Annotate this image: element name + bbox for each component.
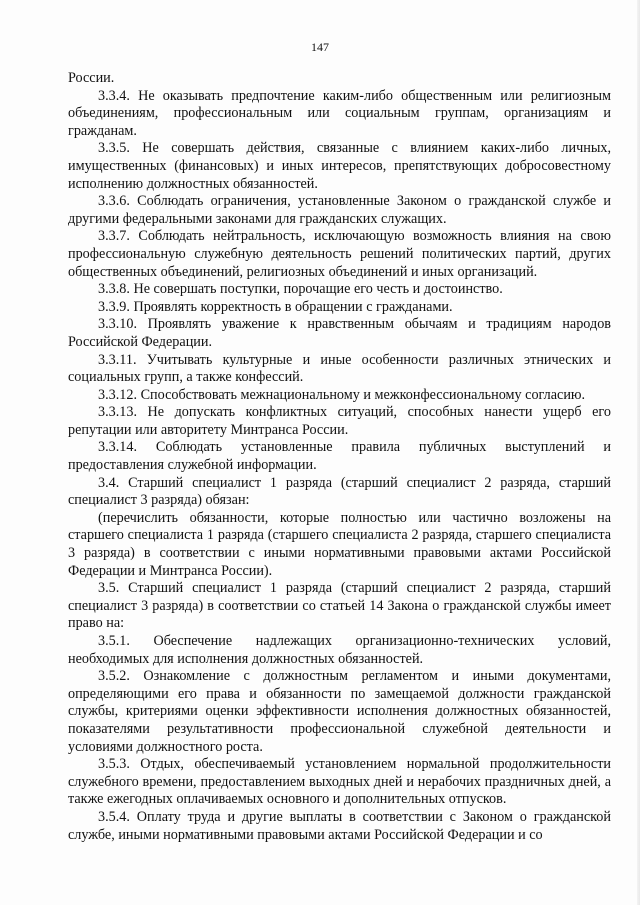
paragraph-12: 3.4. Старший специалист 1 разряда (старший специалист 2 разряда, старший специалист 3 разряда) обязан:	[68, 474, 611, 509]
paragraph-2: 3.3.5. Не совершать действия, связанные с влиянием каких-либо личных, имущественных (финансовых) и иных интересов, препятствующих добросовестному исполнению должностных обязанностей.	[68, 140, 611, 192]
paragraph-15: 3.5.1. Обеспечение надлежащих организационно-технических условий, необходимых для исполнения должностных обязанностей.	[68, 633, 611, 667]
paragraph-11: 3.3.14. Соблюдать установленные правила публичных выступлений и предоставления служебной информации.	[68, 439, 611, 474]
document-body	[68, 70, 611, 844]
paragraph-18: 3.5.4. Оплату труда и другие выплаты в соответствии с Законом о гражданской службе, иными нормативными правовыми актами Российской Федерации и со	[68, 808, 611, 843]
paragraph-16: 3.5.2. Ознакомление с должностным регламентом и иными документами, определяющими его права и обязанности по замещаемой должности гражданской службы, критериями оценки эффективности исполнения должностных обязанностей, показателями результативности профессиональной служебной деятельности и условиями должностного роста.	[68, 668, 611, 755]
paragraph-13: (перечислить обязанности, которые полностью или частично возложены на старшего специалиста 1 разряда (старшего специалиста 2 разряда, старшего специалиста 3 разряда) в соответствии с иными нормативными правовыми актами Российской Федерации и Минтранса России).	[68, 509, 611, 579]
paragraph-8: 3.3.11. Учитывать культурные и иные особенности различных этнических и социальных групп, а также конфессий.	[68, 351, 611, 386]
paragraph-7: 3.3.10. Проявлять уважение к нравственным обычаям и традициям народов Российской Федерации.	[68, 316, 611, 350]
paragraph-6: 3.3.9. Проявлять корректность в обращении с гражданами.	[98, 298, 453, 315]
paragraph-10: 3.3.13. Не допускать конфликтных ситуаций, способных нанести ущерб его репутации или авторитету Минтранса России.	[68, 404, 611, 438]
paragraph-4: 3.3.7. Соблюдать нейтральность, исключающую возможность влияния на свою профессиональную служебную деятельность решений политических партий, других общественных объединений, религиозных объединений и иных организаций.	[68, 228, 611, 280]
paragraph-9: 3.3.12. Способствовать межнациональному и межконфессиональному согласию.	[98, 386, 586, 403]
paragraph-0: России.	[68, 70, 115, 86]
page-number: 147	[311, 40, 329, 54]
paragraph-17: 3.5.3. Отдых, обеспечиваемый установлением нормальной продолжительности служебного времени, предоставлением выходных дней и нерабочих праздничных дней, а также ежегодных оплачиваемых основного и дополнительных отпусков.	[68, 756, 611, 808]
paragraph-14: 3.5. Старший специалист 1 разряда (старший специалист 2 разряда, старший специалист 3 разряда) в соответствии со статьей 14 Закона о гражданской службы имеет право на:	[68, 580, 611, 632]
paragraph-1: 3.3.4. Не оказывать предпочтение каким-либо общественным или религиозным объединениям, профессиональным или социальным группам, организациям и гражданам.	[68, 87, 611, 139]
paragraph-3: 3.3.6. Соблюдать ограничения, установленные Законом о гражданской службе и другими федеральными законами для гражданских служащих.	[68, 193, 611, 227]
paragraph-5: 3.3.8. Не совершать поступки, порочащие его честь и достоинство.	[98, 281, 503, 298]
